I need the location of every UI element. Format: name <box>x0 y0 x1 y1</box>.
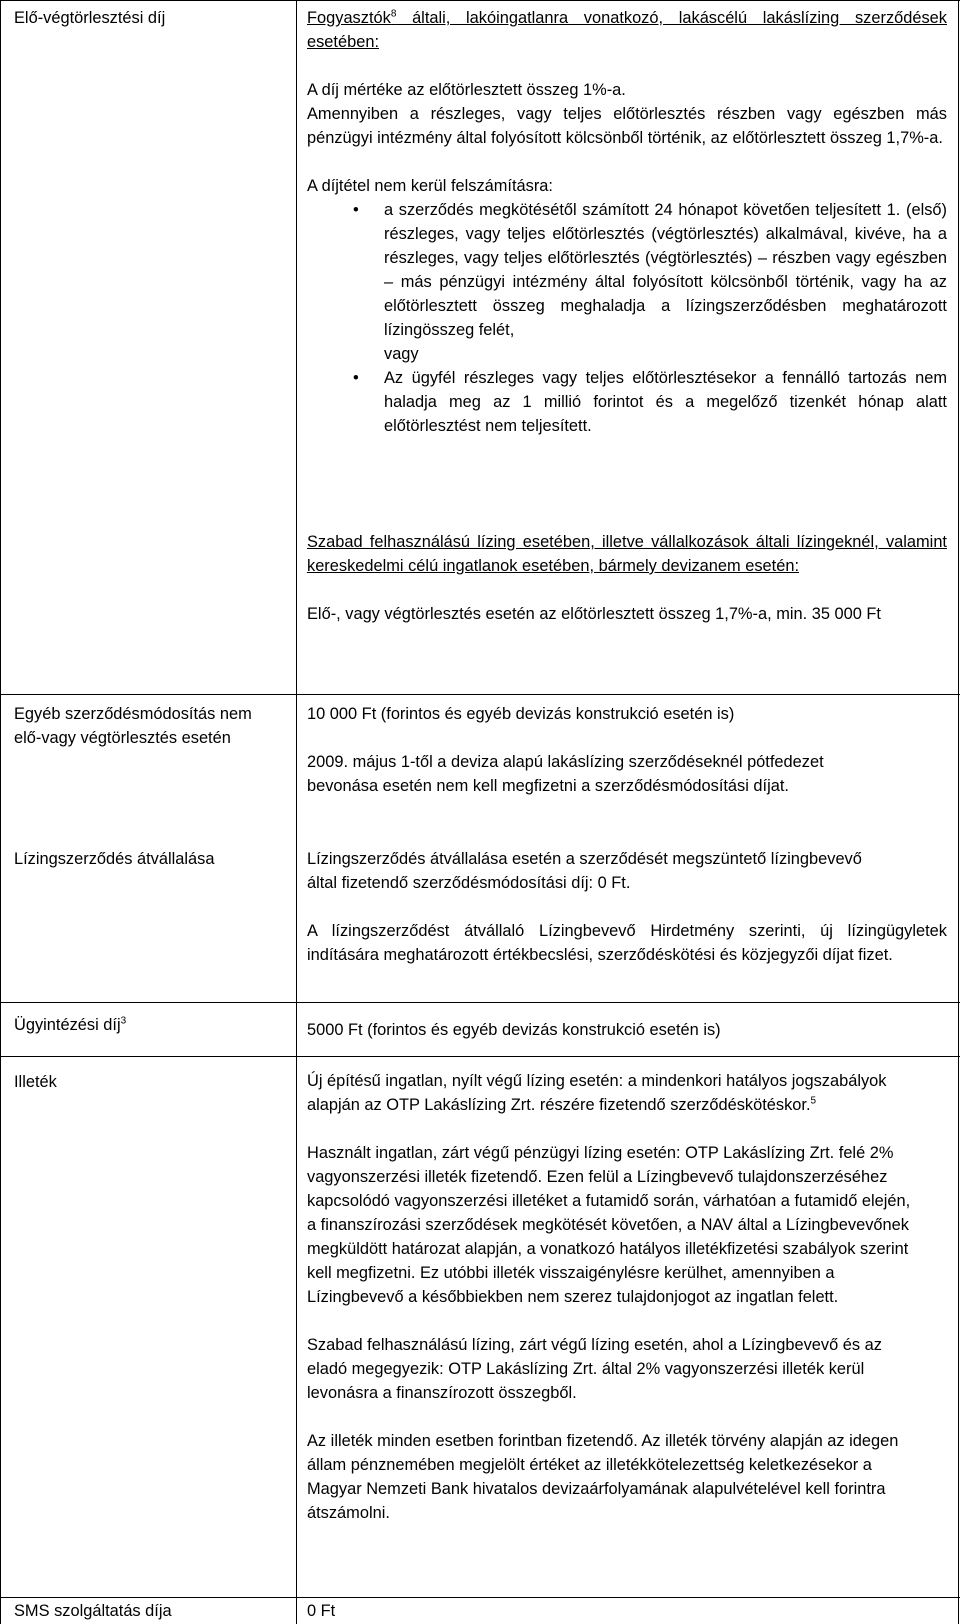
prepayment-fee-label: Elő-végtörlesztési díj <box>14 9 166 27</box>
exemption-intro: A díjtétel nem kerül felszámításra: <box>307 177 553 195</box>
footnote-ref: 5 <box>810 1095 817 1107</box>
exemption-list <box>307 198 947 438</box>
sms-fee-label: SMS szolgáltatás díja <box>14 1602 172 1620</box>
free-use-fee: Elő-, vagy végtörlesztés esetén az előtörlesztett összeg 1,7%-a, min. 35 000 Ft <box>307 605 881 623</box>
row-divider <box>0 1597 960 1598</box>
takeover-new-fees: A lízingszerződést átvállaló Lízingbevevő Hirdetmény szerinti, új lízingügyletek indítására meghatározott értékbecslési, szerződéskötési és közjegyzői díjat fizet. <box>307 922 947 964</box>
duty-content <box>307 1069 917 1525</box>
contract-modification-label: Egyéb szerződésmódosítás nem elő-vagy végtörlesztés esetén <box>14 705 252 747</box>
takeover-text: Lízingszerződés átvállalása esetén a szerződését megszüntető lízingbevevő által fizetendő szerződésmódosítási díj: 0 Ft. <box>307 850 862 892</box>
duty-currency-note: Az illeték minden esetben forintban fizetendő. Az illeték törvény alapján az idegen állam pénznemében megjelölt értéket az illetékkötelezettség keletkezésekor a Magyar Nemzeti Bank hivatalos devizaárfolyamának alapulvételével kell forintra átszámolni. <box>307 1432 899 1522</box>
table-left-border <box>0 0 1 1624</box>
table-column-divider <box>296 0 297 1624</box>
duty-free-use: Szabad felhasználású lízing, zárt végű lízing esetén, ahol a Lízingbevevő és az eladó megegyezik: OTP Lakáslízing Zrt. által 2% vagyonszerzési illeték kerül levonásra a finanszírozott összegből. <box>307 1336 882 1402</box>
table-right-border <box>958 0 959 1624</box>
duty-label: Illeték <box>14 1073 57 1091</box>
bullet-icon: • <box>353 369 359 387</box>
row-divider <box>0 694 960 695</box>
exemption-item: • Az ügyfél részleges vagy teljes előtörlesztésekor a fennálló tartozás nem haladja meg az 1 millió forintot és a megelőző tizenkét hónap alatt előtörlesztést nem teljesített. <box>384 366 947 438</box>
exemption-or: vagy <box>384 345 419 363</box>
row-divider <box>0 1056 960 1057</box>
duty-new-build: Új építésű ingatlan, nyílt végű lízing esetén: a mindenkori hatályos jogszabályok alapján az OTP Lakáslízing Zrt. részére fizetendő szerződéskötéskor.$^5$ <box>307 1072 887 1114</box>
prepayment-fee-content <box>307 6 947 438</box>
duty-used-property: Használt ingatlan, zárt végű pénzügyi lízing esetén: OTP Lakáslízing Zrt. felé 2% vagyonszerzési illeték fizetendő. Ezen felül a Lízingbevevő tulajdonszerzéséhez kapcsolódó vagyonszerzési illetéket a futamidő során, várhatóan a futamidő elején, a finanszírozási szerződések megkötését követően, a NAV által a Lízingbevevőnek megküldött határozat alapján, a vonatkozó hatályos illetékfizetési szabályok szerint kell megfizetni. Ez utóbbi illeték visszaigénylésre kerülhet, amennyiben a Lízingbevevő a későbbiekben nem szerez tulajdonjogot az ingatlan felett. <box>307 1144 911 1306</box>
bullet-icon: • <box>353 201 359 219</box>
exemption-item: • a szerződés megkötésétől számított 24 hónapot követően teljesített 1. (első) részleges, vagy teljes előtörlesztés (végtörlesztés) alkalmával, kivéve, ha a részleges, vagy teljes előtörlesztés (végtörlesztés) – részben vagy egészben – más pénzügyi intézmény által folyósított kölcsönből történik, vagy ha az előtörlesztett összeg meghaladja a lízingszerződésben meghatározott lízingösszeg felét, vagy <box>384 198 947 366</box>
contract-modification-fee: 10 000 Ft (forintos és egyéb devizás konstrukció esetén is) <box>307 705 735 723</box>
fee-rate-line: A díj mértéke az előtörlesztett összeg 1%-a. <box>307 81 626 99</box>
contract-modification-note: 2009. május 1-től a deviza alapú lakáslízing szerződéseknél pótfedezet bevonása esetén nem kell megfizetni a szerződésmódosítási díjat. <box>307 753 824 795</box>
takeover-content <box>307 847 947 967</box>
takeover-label: Lízingszerződés átvállalása <box>14 850 215 868</box>
admin-fee-label: Ügyintézési díj$^3$ <box>14 1015 127 1034</box>
sms-fee-value: 0 Ft <box>307 1602 336 1620</box>
other-institution-rule: Amennyiben a részleges, vagy teljes előtörlesztés részben vagy egészben más pénzügyi intézmény által folyósított kölcsönből történik, az előtörlesztett összeg 1,7%-a. <box>307 105 947 147</box>
free-use-section <box>307 530 947 626</box>
contract-modification-content <box>307 702 867 798</box>
footnote-ref: 3 <box>120 1015 127 1027</box>
admin-fee-value: 5000 Ft (forintos és egyéb devizás konstrukció esetén is) <box>307 1021 721 1039</box>
row-divider <box>0 1002 960 1003</box>
consumer-contracts-heading: Fogyasztók$^8$ általi, lakóingatlanra vonatkozó, lakáscélú lakáslízing szerződések esetében: <box>307 8 947 51</box>
free-use-heading: Szabad felhasználású lízing esetében, illetve vállalkozások általi lízingeknél, valamint kereskedelmi célú ingatlanok esetében, bármely devizanem esetén: <box>307 533 947 575</box>
table-top-border <box>0 0 960 1</box>
footnote-ref: 8 <box>390 8 397 20</box>
